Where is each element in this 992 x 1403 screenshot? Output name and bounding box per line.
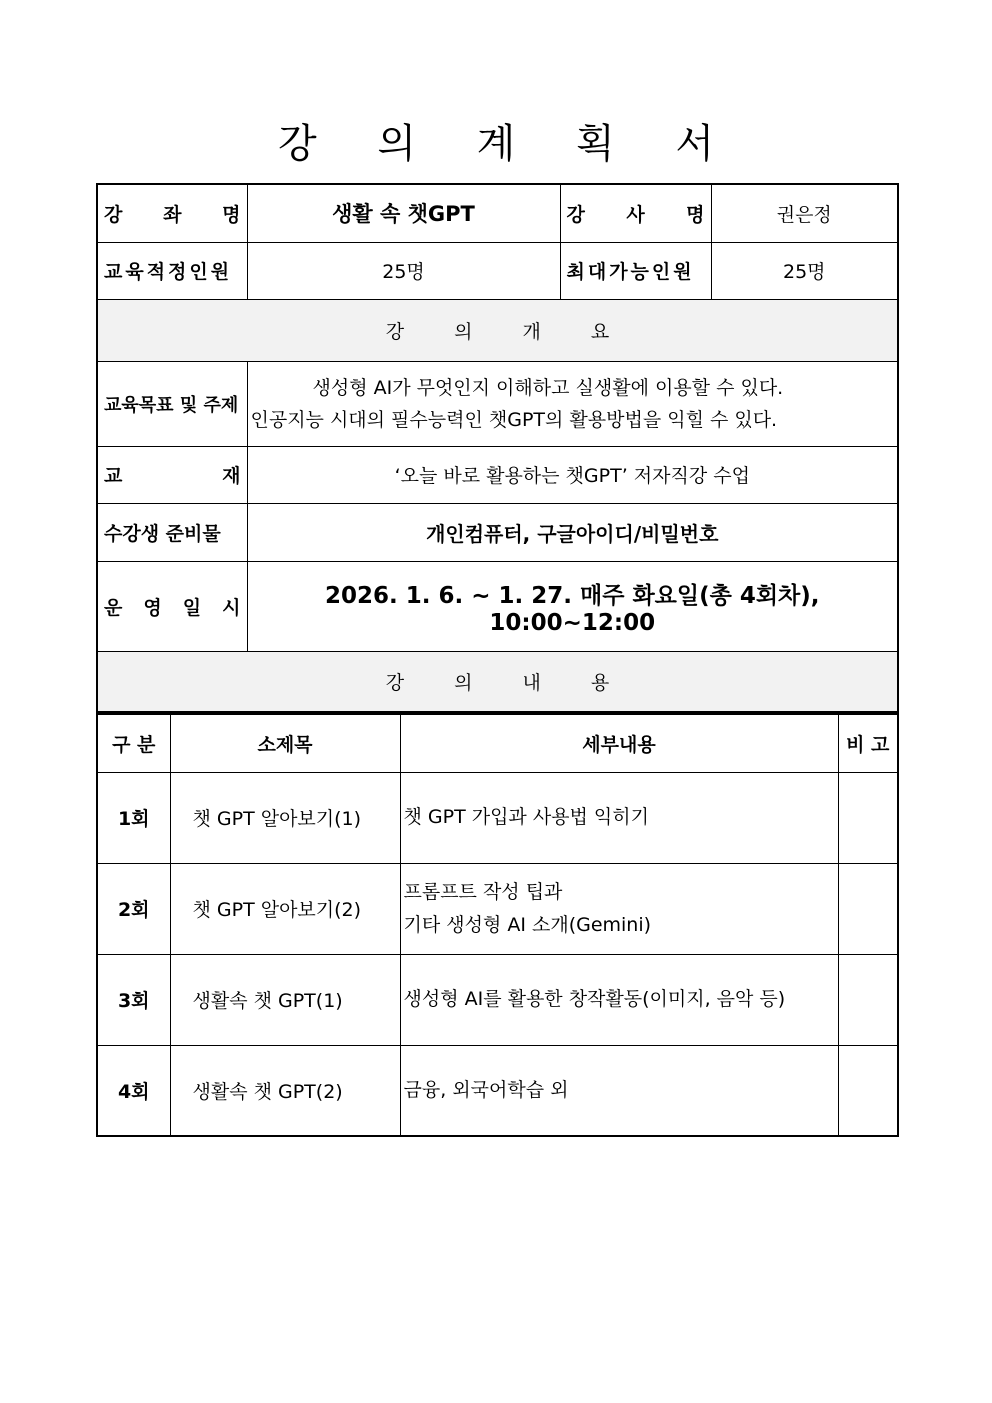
note-cell [838, 954, 898, 1045]
prep-value: 개인컴퓨터, 구글아이디/비밀번호 [247, 503, 898, 561]
detail-line-1: 챗 GPT 가입과 사용법 익히기 [403, 806, 649, 828]
capacity-row [97, 242, 898, 299]
max-capacity-value: 25명 [711, 242, 898, 299]
content-section-title: 강 의 내 용 [97, 651, 898, 712]
note-cell [838, 863, 898, 954]
schedule-row [97, 561, 898, 651]
instructor-value: 권은정 [711, 184, 898, 242]
course-label [97, 184, 247, 242]
goal-line-2: 인공지능 시대의 필수능력인 챗GPT의 활용방법을 익힐 수 있다. [250, 408, 778, 431]
course-value: 생활 속 챗GPT [247, 184, 560, 242]
detail-cell [400, 1045, 838, 1136]
course-row [97, 184, 898, 242]
note-cell [838, 772, 898, 863]
capacity-label: 교육적정인원 [97, 242, 247, 299]
detail-line-1: 금융, 외국어학습 외 [403, 1078, 569, 1101]
table-row [97, 772, 898, 863]
goal-line-1: 생성형 AI가 무엇인지 이해하고 실생활에 이용할 수 있다. [312, 376, 784, 399]
round-cell: 2회 [97, 863, 170, 954]
header-detail: 세부내용 [400, 714, 838, 772]
header-subtitle: 소제목 [170, 714, 400, 772]
detail-cell [400, 863, 838, 954]
note-cell [838, 1045, 898, 1136]
header-note: 비 고 [838, 714, 898, 772]
content-header [97, 714, 898, 772]
max-capacity-label: 최대가능인원 [560, 242, 711, 299]
plan-info-table [96, 183, 899, 713]
goal-value [247, 361, 898, 446]
overview-header-row [97, 299, 898, 361]
header-round: 구 분 [97, 714, 170, 772]
subtitle-cell: 생활속 챗 GPT(2) [170, 1045, 400, 1136]
content-header-row [97, 651, 898, 712]
textbook-row [97, 446, 898, 503]
detail-line-1: 프롬프트 작성 팁과 [403, 880, 563, 903]
detail-line-2: 기타 생성형 AI 소개(Gemini) [403, 913, 652, 936]
capacity-value: 25명 [247, 242, 560, 299]
detail-line-1: 생성형 AI를 활용한 창작활동(이미지, 음악 등) [403, 988, 786, 1010]
course-label-text: 강 좌 명 [104, 203, 241, 226]
goal-row [97, 361, 898, 446]
textbook-label-text: 교 재 [104, 465, 241, 487]
schedule-value: 2026. 1. 6. ~ 1. 27. 매주 화요일(총 4회차), 10:00~12:00 [247, 561, 898, 651]
textbook-label [97, 446, 247, 503]
subtitle-cell: 생활속 챗 GPT(1) [170, 954, 400, 1045]
overview-section-title: 강 의 개 요 [97, 299, 898, 361]
detail-cell [400, 772, 838, 863]
subtitle-cell: 챗 GPT 알아보기(1) [170, 772, 400, 863]
schedule-label [97, 561, 247, 651]
round-cell: 4회 [97, 1045, 170, 1136]
prep-label: 수강생 준비물 [97, 503, 247, 561]
round-cell: 3회 [97, 954, 170, 1045]
document-title: 강 의 계 획 서 [277, 121, 739, 167]
table-row [97, 954, 898, 1045]
textbook-value: ‘오늘 바로 활용하는 챗GPT’ 저자직강 수업 [247, 446, 898, 503]
subtitle-cell: 챗 GPT 알아보기(2) [170, 863, 400, 954]
instructor-label-text: 강 사 명 [566, 203, 705, 226]
detail-cell [400, 954, 838, 1045]
schedule-label-text: 운 영 일 시 [104, 596, 241, 619]
lecture-content-table [96, 713, 899, 1137]
instructor-label [560, 184, 711, 242]
round-cell: 1회 [97, 772, 170, 863]
table-row [97, 1045, 898, 1136]
table-row [97, 863, 898, 954]
goal-label: 교육목표 및 주제 [97, 361, 247, 446]
prep-row [97, 503, 898, 561]
